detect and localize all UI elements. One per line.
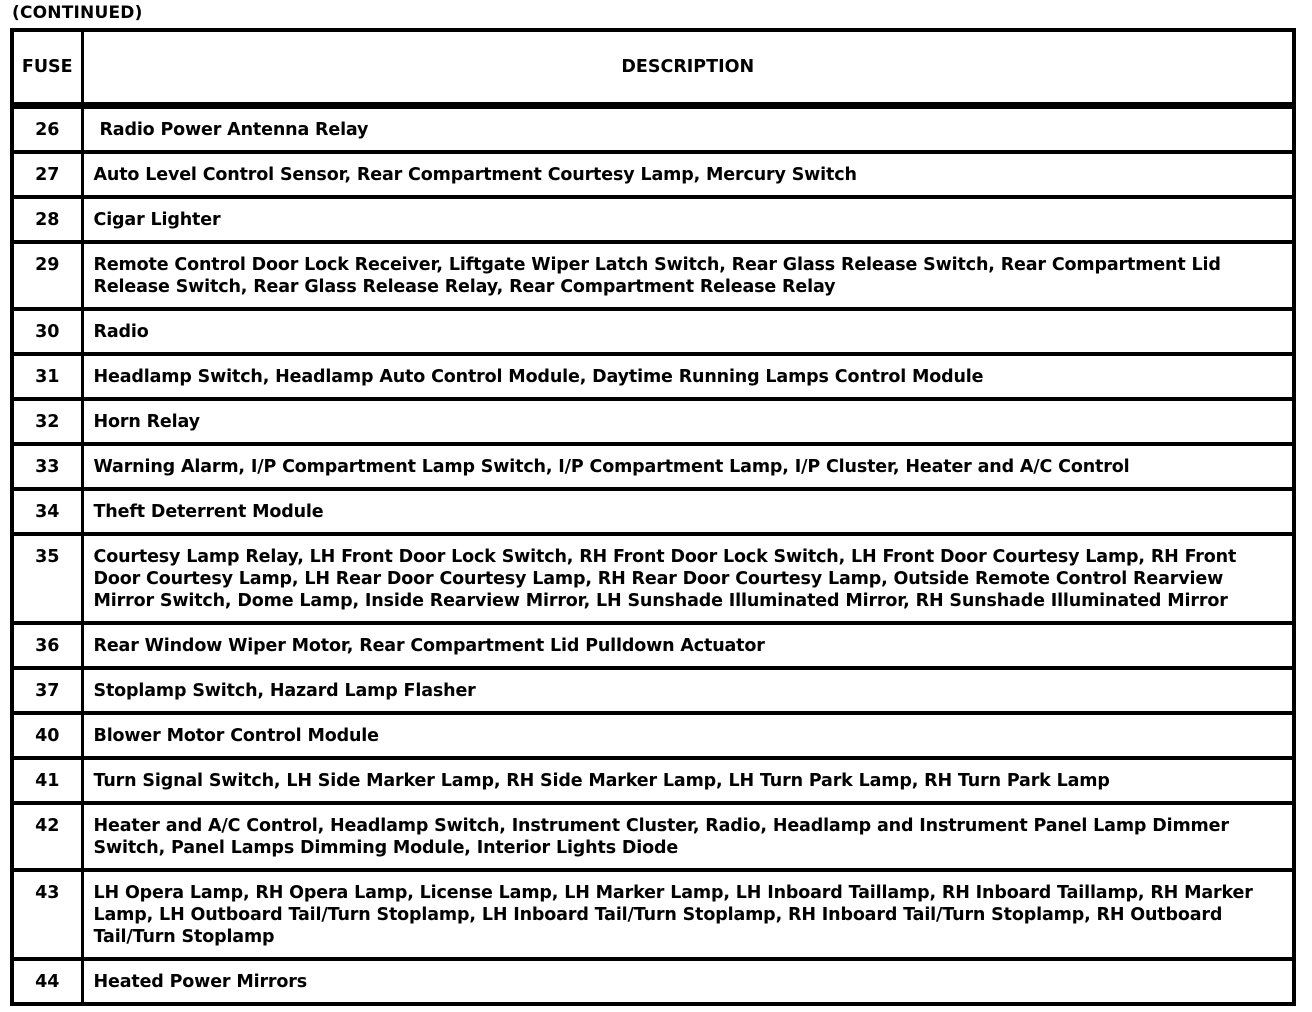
fuse-description: Theft Deterrent Module xyxy=(82,489,1294,534)
table-row xyxy=(12,870,1294,959)
fuse-description: Heater and A/C Control, Headlamp Switch, Instrument Cluster, Radio, Headlamp and Instrument Panel Lamp Dimmer Switch, Panel Lamps Dimming Module, Interior Lights Diode xyxy=(82,803,1294,870)
table-row xyxy=(12,152,1294,197)
fuse-description: Warning Alarm, I/P Compartment Lamp Switch, I/P Compartment Lamp, I/P Cluster, Heater and A/C Control xyxy=(82,444,1294,489)
fuse-description: Cigar Lighter xyxy=(82,197,1294,242)
fuse-number: 41 xyxy=(12,758,82,803)
table-row xyxy=(12,713,1294,758)
fuse-number: 27 xyxy=(12,152,82,197)
table-row xyxy=(12,309,1294,354)
fuse-number: 44 xyxy=(12,959,82,1004)
table-row xyxy=(12,534,1294,623)
fuse-number: 33 xyxy=(12,444,82,489)
fuse-description: Stoplamp Switch, Hazard Lamp Flasher xyxy=(82,668,1294,713)
table-row xyxy=(12,242,1294,309)
fuse-number: 42 xyxy=(12,803,82,870)
fuse-number: 31 xyxy=(12,354,82,399)
continued-heading: (CONTINUED) xyxy=(12,3,143,23)
fuse-description: Rear Window Wiper Motor, Rear Compartment Lid Pulldown Actuator xyxy=(82,623,1294,668)
table-row xyxy=(12,668,1294,713)
fuse-number: 35 xyxy=(12,534,82,623)
fuse-number: 37 xyxy=(12,668,82,713)
fuse-description: Remote Control Door Lock Receiver, Liftgate Wiper Latch Switch, Rear Glass Release Switch, Rear Compartment Lid Release Switch, Rear Glass Release Relay, Rear Compartment Release Relay xyxy=(82,242,1294,309)
fuse-description: Turn Signal Switch, LH Side Marker Lamp, RH Side Marker Lamp, LH Turn Park Lamp, RH Turn Park Lamp xyxy=(82,758,1294,803)
table-row xyxy=(12,959,1294,1004)
table-row xyxy=(12,399,1294,444)
table-row xyxy=(12,758,1294,803)
fuse-number: 30 xyxy=(12,309,82,354)
fuse-number: 26 xyxy=(12,106,82,153)
table-row xyxy=(12,106,1294,153)
fuse-description: Radio Power Antenna Relay xyxy=(82,106,1294,153)
fuse-description: Courtesy Lamp Relay, LH Front Door Lock Switch, RH Front Door Lock Switch, LH Front Door Courtesy Lamp, RH Front Door Courtesy Lamp, LH Rear Door Courtesy Lamp, RH Rear Door Courtesy Lamp, Outside Remote Control Rearview Mirror Switch, Dome Lamp, Inside Rearview Mirror, LH Sunshade Illuminated Mirror, RH Sunshade Illuminated Mirror xyxy=(82,534,1294,623)
fuse-number: 32 xyxy=(12,399,82,444)
table-row xyxy=(12,623,1294,668)
column-header-description: DESCRIPTION xyxy=(82,30,1294,106)
table-row xyxy=(12,803,1294,870)
fuse-description: Horn Relay xyxy=(82,399,1294,444)
fuse-description: Radio xyxy=(82,309,1294,354)
fuse-table xyxy=(10,28,1296,1006)
column-header-fuse: FUSE xyxy=(12,30,82,106)
fuse-number: 43 xyxy=(12,870,82,959)
fuse-number: 29 xyxy=(12,242,82,309)
fuse-description: LH Opera Lamp, RH Opera Lamp, License Lamp, LH Marker Lamp, LH Inboard Taillamp, RH Inboard Taillamp, RH Marker Lamp, LH Outboard Tail/Turn Stoplamp, LH Inboard Tail/Turn Stoplamp, RH Inboard Tail/Turn Stoplamp, RH Outboard Tail/Turn Stoplamp xyxy=(82,870,1294,959)
fuse-number: 36 xyxy=(12,623,82,668)
fuse-number: 28 xyxy=(12,197,82,242)
fuse-number: 40 xyxy=(12,713,82,758)
fuse-description: Heated Power Mirrors xyxy=(82,959,1294,1004)
table-row xyxy=(12,444,1294,489)
table-row xyxy=(12,489,1294,534)
fuse-description: Headlamp Switch, Headlamp Auto Control Module, Daytime Running Lamps Control Module xyxy=(82,354,1294,399)
fuse-description: Blower Motor Control Module xyxy=(82,713,1294,758)
table-row xyxy=(12,354,1294,399)
fuse-description: Auto Level Control Sensor, Rear Compartment Courtesy Lamp, Mercury Switch xyxy=(82,152,1294,197)
table-header-row xyxy=(12,30,1294,106)
fuse-number: 34 xyxy=(12,489,82,534)
table-row xyxy=(12,197,1294,242)
